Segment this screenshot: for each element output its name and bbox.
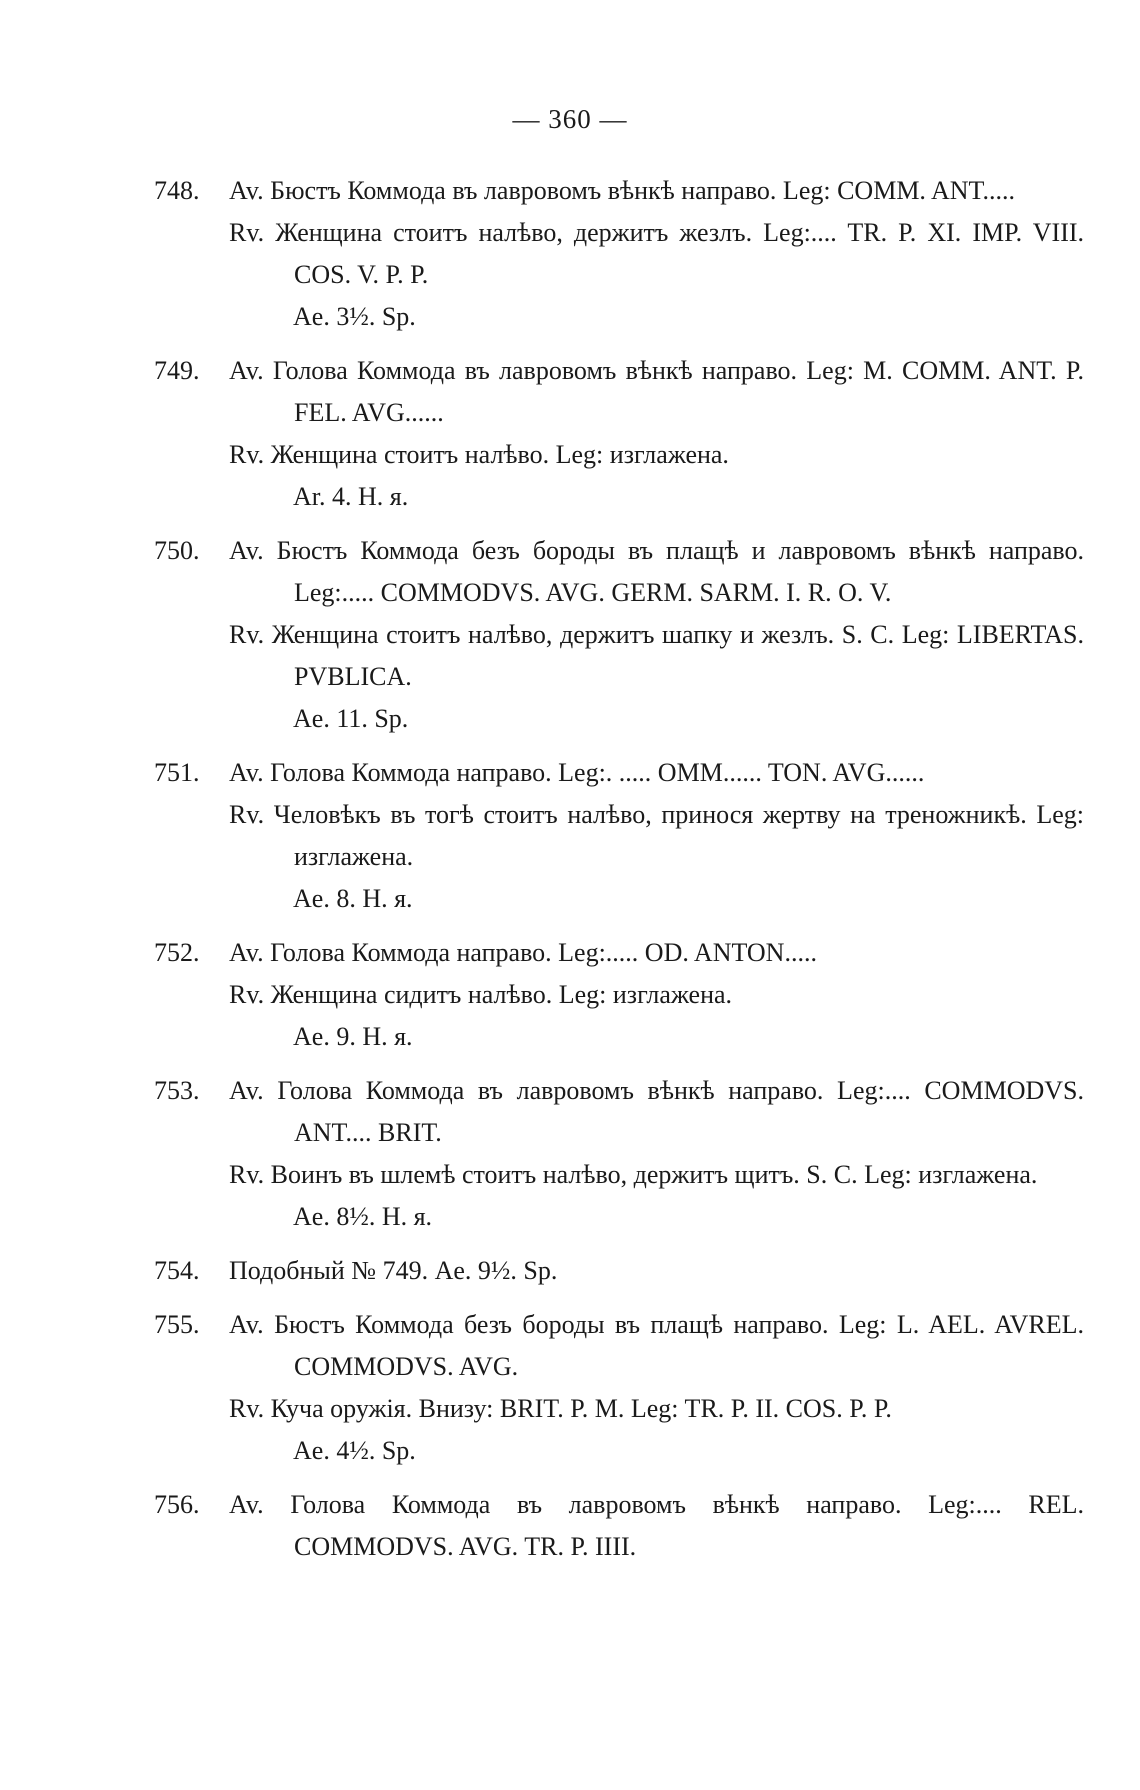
catalog-entry-756 <box>154 1484 1084 1568</box>
entry-number: 749. <box>154 356 200 385</box>
page-number: — 360 — <box>512 104 628 134</box>
reverse-text: Человѣкъ въ тогѣ стоитъ налѣво, принося жертву на треножникѣ. Leg: изглажена. <box>273 800 1084 871</box>
obverse-description <box>229 932 1084 974</box>
reverse-text: Женщина стоитъ налѣво. Leg: изглажена. <box>270 440 729 469</box>
reverse-text: Женщина сидитъ налѣво. Leg: изглажена. <box>270 980 733 1009</box>
obverse-description <box>229 1484 1084 1568</box>
reverse-description <box>229 794 1084 878</box>
obverse-description <box>229 752 1084 794</box>
reverse-label: Rv. <box>229 1394 265 1423</box>
reverse-description <box>229 434 1084 476</box>
obverse-description <box>229 530 1084 614</box>
obverse-text: Голова Коммода въ лавровомъ вѣнкѣ направо. Leg:.... COMMODVS. ANT.... BRIT. <box>277 1076 1084 1147</box>
obverse-label: Av. <box>229 1310 264 1339</box>
catalog-entry-752 <box>154 932 1084 1058</box>
catalog-entry-750 <box>154 530 1084 740</box>
entry-number: 750. <box>154 536 200 565</box>
reverse-description <box>229 1154 1084 1196</box>
obverse-text: Голова Коммода направо. Leg:..... OD. ANTON..... <box>270 938 817 967</box>
material-line: Ae. 11. Sp. <box>293 704 409 733</box>
obverse-description <box>229 350 1084 434</box>
similar-reference: Подобный № 749. Ae. 9½. Sp. <box>229 1256 558 1285</box>
reverse-text: Воинъ въ шлемѣ стоитъ налѣво, держитъ щитъ. S. C. Leg: изглажена. <box>270 1160 1038 1189</box>
catalog-entry-748 <box>154 170 1084 338</box>
reverse-label: Rv. <box>229 1160 265 1189</box>
catalog-entry-749 <box>154 350 1084 518</box>
obverse-label: Av. <box>229 536 264 565</box>
reverse-label: Rv. <box>229 620 265 649</box>
material-line: Ar. 4. H. я. <box>293 482 409 511</box>
catalog-entry-755 <box>154 1304 1084 1472</box>
reverse-label: Rv. <box>229 800 265 829</box>
entry-number: 754. <box>154 1256 200 1285</box>
reverse-description <box>229 614 1084 698</box>
reverse-text: Женщина стоитъ налѣво, держитъ шапку и жезлъ. S. C. Leg: LIBERTAS. PVBLICA. <box>271 620 1085 691</box>
entry-number: 752. <box>154 938 200 967</box>
obverse-label: Av. <box>229 356 264 385</box>
obverse-description <box>229 1304 1084 1388</box>
catalog-entry-754 <box>154 1250 1084 1292</box>
reverse-label: Rv. <box>229 218 265 247</box>
reverse-description <box>229 974 1084 1016</box>
catalog-entries <box>154 170 1084 1580</box>
obverse-text: Бюстъ Коммода въ лавровомъ вѣнкѣ направо. Leg: COMM. ANT..... <box>270 176 1016 205</box>
obverse-text: Голова Коммода въ лавровомъ вѣнкѣ направо. Leg:.... REL. COMMODVS. AVG. TR. P. IIII. <box>290 1490 1085 1561</box>
material-line: Ae. 9. H. я. <box>293 1022 413 1051</box>
obverse-label: Av. <box>229 938 264 967</box>
material-line: Ae. 8½. H. я. <box>293 1202 433 1231</box>
obverse-description <box>229 1070 1084 1154</box>
entry-number: 753. <box>154 1076 200 1105</box>
reverse-text: Женщина стоитъ налѣво, держитъ жезлъ. Leg:.... TR. P. XI. IMP. VIII. COS. V. P. P. <box>275 218 1085 289</box>
obverse-text: Бюстъ Коммода безъ бороды въ плащѣ и лавровомъ вѣнкѣ направо. Leg:..... COMMODVS. AVG. GERM. SARM. I. R. O. V. <box>276 536 1085 607</box>
material-line: Ae. 3½. Sp. <box>293 302 416 331</box>
entry-number: 756. <box>154 1490 200 1519</box>
obverse-label: Av. <box>229 1490 264 1519</box>
obverse-text: Голова Коммода направо. Leg:. ..... OMM...... TON. AVG...... <box>270 758 925 787</box>
material-line: Ae. 8. H. я. <box>293 884 413 913</box>
obverse-description <box>229 170 1084 212</box>
reverse-description <box>229 1388 1084 1430</box>
reverse-label: Rv. <box>229 440 265 469</box>
catalog-entry-753 <box>154 1070 1084 1238</box>
obverse-text: Бюстъ Коммода безъ бороды въ плащѣ направо. Leg: L. AEL. AVREL. COMMODVS. AVG. <box>274 1310 1085 1381</box>
obverse-label: Av. <box>229 1076 264 1105</box>
material-line: Ae. 4½. Sp. <box>293 1436 416 1465</box>
catalog-entry-751 <box>154 752 1084 920</box>
obverse-text: Голова Коммода въ лавровомъ вѣнкѣ направо. Leg: M. COMM. ANT. P. FEL. AVG...... <box>272 356 1085 427</box>
reverse-description <box>229 212 1084 296</box>
entry-number: 751. <box>154 758 200 787</box>
entry-number: 748. <box>154 176 200 205</box>
reverse-label: Rv. <box>229 980 265 1009</box>
reverse-text: Куча оружія. Внизу: BRIT. P. M. Leg: TR. P. II. COS. P. P. <box>270 1394 892 1423</box>
obverse-label: Av. <box>229 758 264 787</box>
obverse-label: Av. <box>229 176 264 205</box>
entry-number: 755. <box>154 1310 200 1339</box>
